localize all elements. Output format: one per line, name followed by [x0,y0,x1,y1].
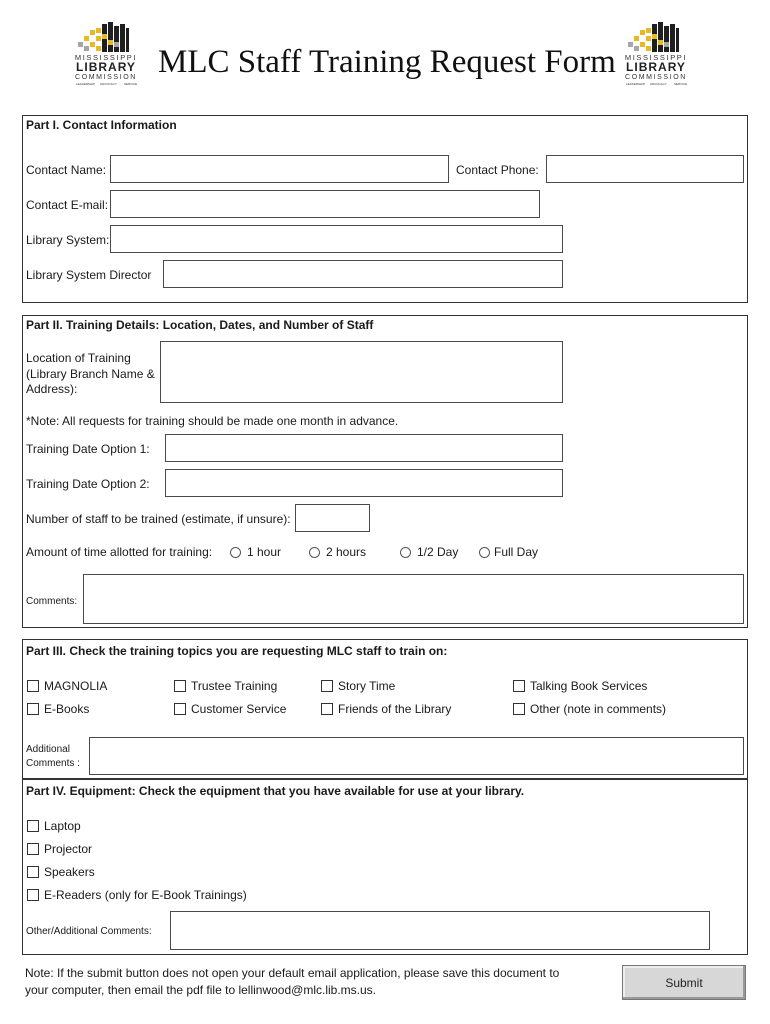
topic-checkbox-trustee-training[interactable] [174,680,186,692]
topic-checkbox-friends-library[interactable] [321,703,333,715]
contact-name-input[interactable] [110,155,449,183]
time-radio-1hour[interactable] [230,547,241,558]
date1-label: Training Date Option 1: [26,442,150,456]
time-radio-fullday[interactable] [479,547,490,558]
equipment-checkbox-speakers[interactable] [27,866,39,878]
part1-heading: Part I. Contact Information [26,118,177,132]
additional-comments-input[interactable] [89,737,744,775]
topic-label-talking-book: Talking Book Services [530,679,648,693]
mlc-logo-right [616,20,706,90]
part3-heading: Part III. Check the training topics you are requesting MLC staff to train on: [26,644,448,658]
logo-tagline-advocacy: ADVOCACY [100,82,117,86]
submit-note [25,965,585,999]
contact-phone-label: Contact Phone: [456,163,539,177]
logo-text-mississippi: MISSISSIPPI [624,53,688,62]
location-input[interactable] [160,341,563,403]
submit-note-line2: your computer, then email the pdf file to lellinwood@mlc.lib.ms.us. [25,983,377,997]
time-option-halfday: 1/2 Day [417,545,459,559]
equipment-checkbox-laptop[interactable] [27,820,39,832]
logo-graphic [66,20,156,90]
equipment-checkbox-ereaders[interactable] [27,889,39,901]
submit-button[interactable]: Submit [622,965,746,1000]
other-comments-input[interactable] [170,911,710,950]
additional-comments-label-line2: Comments : [26,758,80,769]
location-label-line2: (Library Branch Name & [26,367,155,381]
logo-tagline-service: SERVICE [124,82,138,86]
part2-heading: Part II. Training Details: Location, Dates, and Number of Staff [26,318,374,332]
additional-comments-label-line1: Additional [26,744,70,755]
library-system-input[interactable] [110,225,563,253]
logo-text-commission: COMMISSION [625,74,687,81]
advance-note: *Note: All requests for training should be made one month in advance. [26,414,399,428]
time-option-1hour: 1 hour [247,545,282,559]
topic-checkbox-other[interactable] [513,703,525,715]
topic-label-other: Other (note in comments) [530,702,667,716]
submit-note-line1: Note: If the submit button does not open your default email application, please save this document to [25,966,560,980]
topic-checkbox-magnolia[interactable] [27,680,39,692]
logo-text-library: LIBRARY [76,60,136,74]
topic-checkbox-ebooks[interactable] [27,703,39,715]
page-title: MLC Staff Training Request Form [158,44,616,80]
time-radio-2hours[interactable] [309,547,320,558]
mlc-logo-left [66,20,156,90]
topic-checkbox-talking-book[interactable] [513,680,525,692]
staff-count-label: Number of staff to be trained (estimate, if unsure): [26,512,291,526]
equipment-label-ereaders: E-Readers (only for E-Book Trainings) [44,888,247,902]
staff-count-input[interactable] [295,504,370,532]
equipment-label-laptop: Laptop [44,819,81,833]
time-option-fullday: Full Day [494,545,539,559]
logo-tagline-advocacy: ADVOCACY [650,82,667,86]
topic-label-trustee-training: Trustee Training [191,679,278,693]
date2-input[interactable] [165,469,563,497]
logo-text-mississippi: MISSISSIPPI [74,53,138,62]
equipment-label-speakers: Speakers [44,865,95,879]
equipment-label-projector: Projector [44,842,93,856]
contact-name-label: Contact Name: [26,163,107,177]
library-director-input[interactable] [163,260,563,288]
topic-label-friends-library: Friends of the Library [338,702,452,716]
logo-graphic [616,20,706,90]
contact-email-label: Contact E-mail: [26,198,109,212]
comments-label: Comments: [26,596,78,607]
contact-email-input[interactable] [110,190,540,218]
library-system-label: Library System: [26,233,110,247]
part4-heading: Part IV. Equipment: Check the equipment that you have available for use at your library. [26,784,525,798]
library-director-label: Library System Director [26,268,152,282]
logo-tagline-service: SERVICE [674,82,688,86]
topic-checkbox-customer-service[interactable] [174,703,186,715]
comments-input[interactable] [83,574,744,624]
logo-tagline-leadership: LEADERSHIP [626,82,646,86]
logo-text-library: LIBRARY [626,60,686,74]
topic-label-magnolia: MAGNOLIA [44,679,108,693]
topic-label-ebooks: E-Books [44,702,90,716]
equipment-checkbox-projector[interactable] [27,843,39,855]
logo-tagline-leadership: LEADERSHIP [76,82,96,86]
contact-phone-input[interactable] [546,155,744,183]
date1-input[interactable] [165,434,563,462]
location-label-line3: Address): [26,382,78,396]
time-option-2hours: 2 hours [326,545,367,559]
topic-checkbox-story-time[interactable] [321,680,333,692]
topic-label-customer-service: Customer Service [191,702,287,716]
topic-label-story-time: Story Time [338,679,396,693]
time-allotted-label: Amount of time allotted for training: [26,545,213,559]
logo-text-commission: COMMISSION [75,74,137,81]
location-label-line1: Location of Training [26,351,131,365]
other-comments-label: Other/Additional Comments: [26,926,152,937]
time-radio-halfday[interactable] [400,547,411,558]
date2-label: Training Date Option 2: [26,477,150,491]
